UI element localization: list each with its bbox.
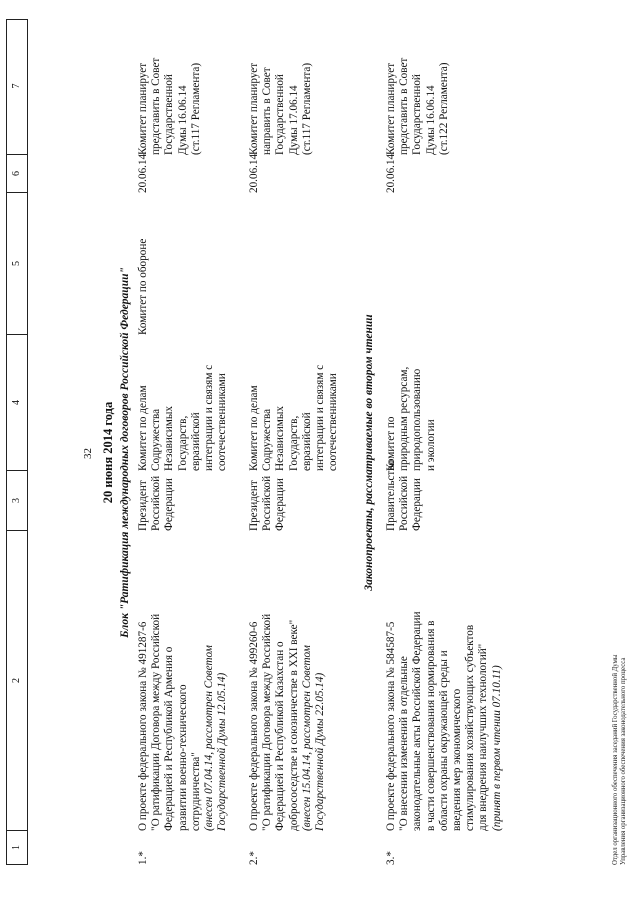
text-line: Комитет по делам [137,385,149,471]
column-header-4: 4 [7,334,27,470]
initiator [385,459,425,531]
text-line: Федерации [411,478,424,531]
text-line: О проекте федерального закона № 491287-6 [137,621,149,831]
text-line: Российской [150,475,163,531]
text-line: направить в Совет [261,67,274,155]
text-line: (принят в первом чтении 07.10.11) [490,665,503,831]
text-line: (ст.122 Регламента) [437,62,450,155]
text-line: соотечественниками [216,373,229,471]
footer-note [612,655,628,865]
text-line: (ст.117 Регламента) [189,62,202,155]
text-line: О проекте федерального закона № 584587-5 [385,621,397,831]
text-line: (ст.117 Регламента) [300,62,313,155]
text-line: Комитет планирует [385,62,397,155]
text-line: Государственной [411,74,424,155]
text-line: соотечественниками [327,373,340,471]
text-line: Думы 16.06.14 [176,85,189,155]
bill-description [248,531,327,831]
column-header-7: 7 [11,83,22,89]
text-line: Федерации [274,478,287,531]
text-line: "О внесении изменений в отдельные [398,656,411,831]
text-line: (внесен 15.04.14, рассмотрен Советом [300,645,313,831]
text-line: Государств, [176,415,189,471]
text-line: добрососедстве и союзничестве в XXI веке" [287,619,300,831]
date-heading: 20 июня 2014 года [101,401,115,504]
text-line: Российской [261,475,274,531]
text-line: Российской [398,475,411,531]
row-number: 3.* [385,851,397,865]
text-line: Содружества [150,408,163,471]
text-line: Комитет по [385,416,397,471]
text-line: введения мер экономического [451,688,464,831]
review-date: 20.06.14 [385,153,397,193]
text-line: Думы 16.06.14 [424,85,437,155]
initiator [248,471,288,531]
text-line: природопользованию [411,368,424,471]
committee-plan [248,19,314,155]
text-line: Государств, [287,415,300,471]
text-line: Федерацией и Республикой Армения о [163,646,176,831]
text-line: Государственной [274,74,287,155]
text-line: Содружества [261,408,274,471]
committee-plan [385,19,451,155]
text-line: Комитет по обороне [137,238,149,335]
review-date: 20.06.14 [248,153,260,193]
row-number: 1.* [137,851,149,865]
responsible-committee [248,335,340,471]
page-number: 32 [82,448,94,459]
responsible-committee [137,335,229,471]
block-heading: Блок "Ратификация международных договоров Российской Федерации" [119,267,131,638]
column-header-3: 3 [7,470,27,530]
text-line: евразийской [189,412,202,471]
text-line: Думы 17.06.14 [287,85,300,155]
footer-line: Управления организационного обеспечения законодательного процесса [620,657,627,865]
text-line: области охраны окружающей среды и [437,650,450,831]
column-header-1: 1 [7,830,27,864]
co-committee [137,193,150,335]
row-number: 2.* [248,851,260,865]
text-line: Государственной Думы 22.05.14) [314,672,327,831]
text-line: "О ратификации Договора между Российской [150,613,163,831]
text-line: сотрудничества" [189,752,202,831]
text-line: О проекте федерального закона № 499260-6 [248,621,260,831]
bill-description [385,531,504,831]
bill-description [137,531,229,831]
text-line: Федерации [163,478,176,531]
column-header-5: 5 [7,192,27,334]
text-line: развитии военно-технического [176,684,189,831]
column-header-row [6,19,28,865]
text-line: природным ресурсам, [398,366,411,471]
text-line: Президент [137,480,149,531]
section-heading: Законопроекты, рассматриваемые во втором чтении [363,314,375,591]
text-line: "О ратификации Договора между Российской [261,613,274,831]
column-header-6: 6 [7,154,27,192]
initiator [137,471,177,531]
text-line: стимулирования хозяйствующих субъектов [464,624,477,831]
text-line: интеграции и связям с [314,364,327,471]
text-line: для внедрения наилучших технологий" [477,643,490,831]
text-line: евразийской [300,412,313,471]
footer-line: Отдел организационного обеспечения заседаний Государственной Думы [612,654,619,865]
text-line: Правительство [385,459,397,531]
text-line: Комитет планирует [248,62,260,155]
text-line: Комитет по делам [248,385,260,471]
text-line: (внесен 07.04.14, рассмотрен Советом [203,645,216,831]
committee-plan [137,19,203,155]
text-line: интеграции и связям с [203,364,216,471]
text-line: Независимых [274,406,287,471]
text-line: и экологии [424,419,437,471]
text-line: Государственной Думы 12.05.14) [216,672,229,831]
responsible-committee [385,335,438,471]
review-date: 20.06.14 [137,153,149,193]
column-header-2: 2 [7,530,27,830]
text-line: в части совершенствования нормирования в [424,620,437,831]
text-line: представить в Совет [150,57,163,155]
text-line: Комитет планирует [137,62,149,155]
text-line: представить в Совет [398,57,411,155]
text-line: законодательные акты Российской Федерации [411,611,424,831]
text-line: Президент [248,480,260,531]
text-line: Государственной [163,74,176,155]
text-line: Федерацией и Республикой Казахстан о [274,641,287,831]
text-line: Независимых [163,406,176,471]
